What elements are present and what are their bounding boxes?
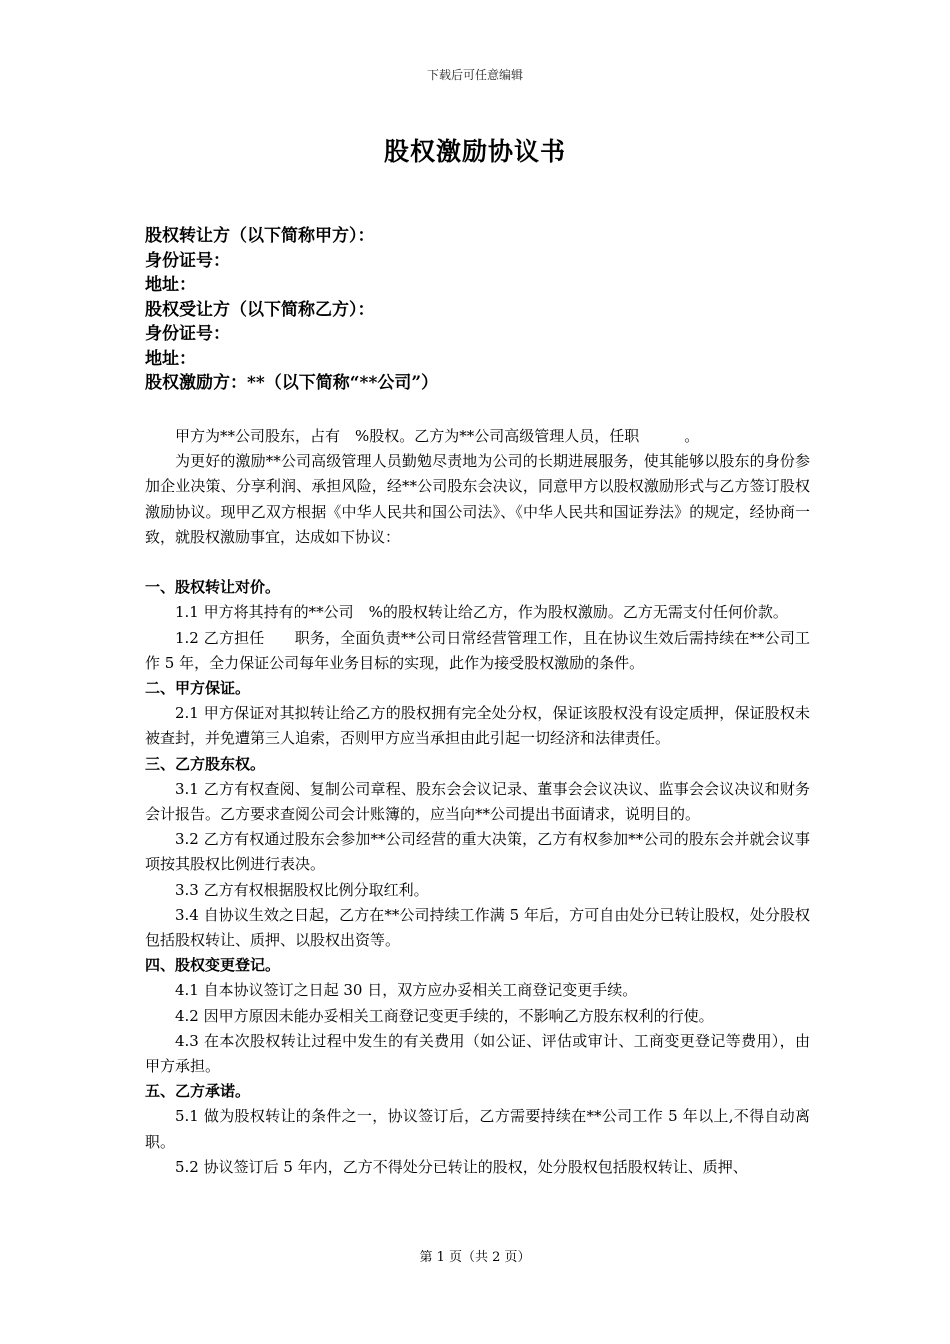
page-footer: 第 1 页（共 2 页） bbox=[419, 1250, 531, 1265]
clause: 1.2 乙方担任 职务，全面负责**公司日常经营管理工作，且在协议生效后需持续在**公司工作 5 年，全力保证公司每年业务目标的实现，此作为接受股权激励的条件。 bbox=[145, 628, 810, 672]
clause: 4.3 在本次股权转让过程中发生的有关费用（如公证、评估或审计、工商变更登记等费用），由甲方承担。 bbox=[145, 1031, 810, 1076]
clause: 3.1 乙方有权查阅、复制公司章程、股东会会议记录、董事会会议决议、监事会会议决议和财务会计报告。乙方要求查阅公司会计账簿的，应当向**公司提出书面请求，说明目的。 bbox=[145, 779, 810, 824]
clause: 4.2 因甲方原因未能办妥相关工商登记变更手续的，不影响乙方股东权利的行使。 bbox=[175, 1006, 714, 1025]
clause: 3.4 自协议生效之日起，乙方在**公司持续工作满 5 年后，方可自由处分已转让股权，处分股权包括股权转让、质押、以股权出资等。 bbox=[145, 905, 810, 950]
section-heading: 四、股权变更登记。 bbox=[145, 956, 281, 975]
clause: 5.1 做为股权转让的条件之一，协议签订后，乙方需要持续在**公司工作 5 年以上,不得自动离职。 bbox=[145, 1107, 810, 1151]
party-incentive: 股权激励方：**（以下简称“**公司”） bbox=[145, 373, 439, 393]
clause: 3.3 乙方有权根据股权比例分取红利。 bbox=[175, 880, 429, 899]
party-transferor-id: 身份证号： bbox=[145, 250, 230, 271]
spacer bbox=[145, 550, 810, 575]
intro-paragraph: 甲方为**公司股东，占有 %股权。乙方为**公司高级管理人员，任职 。 bbox=[175, 427, 700, 445]
document-title: 股权激励协议书 bbox=[383, 137, 566, 166]
party-transferor: 股权转让方（以下简称甲方）： bbox=[145, 226, 375, 246]
party-transferor-address: 地址： bbox=[145, 275, 196, 295]
section-heading: 一、股权转让对价。 bbox=[145, 578, 281, 597]
clause: 2.1 甲方保证对其拟转让给乙方的股权拥有完全处分权，保证该股权没有设定质押，保证股权未被查封，并免遭第三人追索，否则甲方应当承担由此引起一切经济和法律责任。 bbox=[145, 704, 810, 748]
section-heading: 五、乙方承诺。 bbox=[145, 1082, 251, 1101]
header-note: 下载后可任意编辑 bbox=[426, 68, 523, 82]
clause: 4.1 自本协议签订之日起 30 日，双方应办妥相关工商登记变更手续。 bbox=[175, 981, 638, 1000]
parties-block bbox=[145, 224, 815, 396]
party-transferee: 股权受让方（以下简称乙方）： bbox=[145, 299, 375, 320]
section-heading: 二、甲方保证。 bbox=[145, 679, 251, 698]
clause: 5.2 协议签订后 5 年内，乙方不得处分已转让的股权，处分股权包括股权转让、质押、 bbox=[175, 1157, 748, 1176]
intro-paragraph: 为更好的激励**公司高级管理人员勤勉尽责地为公司的长期进展服务，使其能够以股东的身份参加企业决策、分享利润、承担风险，经**公司股东会决议，同意甲方以股权激励形式与乙方签订股权激励协议。现甲乙双方根据《中华人民共和国公司法》、《中华人民共和国证券法》的规定，经协商一致，就股权激励事宜，达成如下协议： bbox=[145, 452, 810, 546]
clause: 3.2 乙方有权通过股东会参加**公司经营的重大决策，乙方有权参加**公司的股东会并就会议事项按其股权比例进行表决。 bbox=[145, 830, 810, 874]
agreement-body bbox=[145, 424, 810, 1180]
clause: 1.1 甲方将其持有的**公司 %的股权转让给乙方，作为股权激励。乙方无需支付任何价款。 bbox=[175, 603, 788, 622]
section-heading: 三、乙方股东权。 bbox=[145, 754, 266, 773]
party-transferee-id: 身份证号： bbox=[145, 324, 230, 344]
party-transferee-address: 地址： bbox=[145, 348, 196, 369]
